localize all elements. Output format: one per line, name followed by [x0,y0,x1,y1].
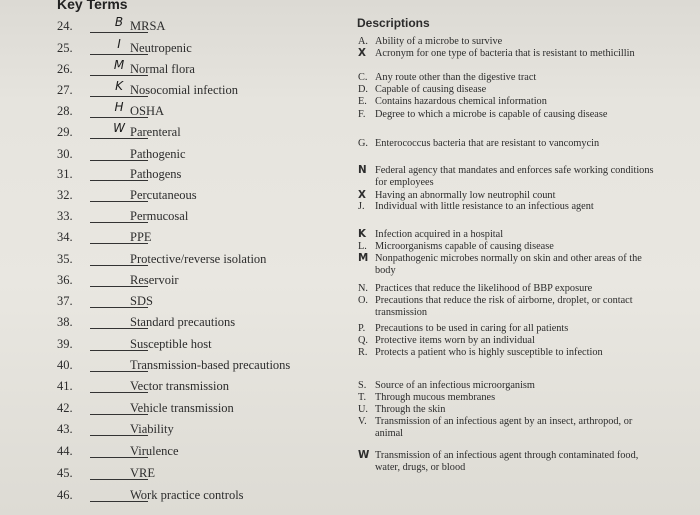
description-letter: J. [358,201,365,212]
term-row [57,337,337,357]
term-number: 25. [57,41,73,55]
description-letter: K [358,228,366,240]
term-label: MRSA [130,19,166,33]
term-row [57,358,337,378]
term-label: Neutropenic [130,41,192,55]
description-text: Individual with little resistance to an infectious agent [375,201,594,212]
description-text: Through mucous membranes [375,392,496,403]
description-letter: F. [358,109,366,120]
term-number: 37. [57,294,73,308]
description-text: Degree to which a microbe is capable of causing disease [375,109,608,120]
description-text: Enterococcus bacteria that are resistant to vancomycin [375,138,600,149]
term-number: 39. [57,337,73,351]
term-number: 44. [57,444,73,458]
term-label: Parenteral [130,125,181,139]
term-number: 26. [57,62,73,76]
descriptions-heading: Descriptions [357,16,430,30]
description-text: Infection acquired in a hospital [375,229,504,240]
term-row [57,230,337,250]
term-number: 27. [57,83,73,97]
term-label: SDS [130,294,153,308]
term-row [57,273,337,293]
description-letter: M [358,252,369,264]
term-label: Normal flora [130,62,195,76]
term-label: Protective/reverse isolation [130,252,267,266]
term-label: OSHA [130,104,165,118]
description-letter: R. [358,347,368,358]
term-number: 35. [57,252,73,266]
description-text: Nonpathogenic microbes normally on skin and other areas of the body [375,253,642,276]
description-text: Source of an infectious microorganism [375,380,535,391]
description-text: Precautions that reduce the risk of airborne, droplet, or contact transmission [375,295,633,318]
answer-letter: B [114,15,124,29]
description-letter: P. [358,323,366,334]
description-letter: X [358,189,366,201]
description-letter: N. [358,283,369,294]
term-label: Permucosal [130,209,189,223]
term-label: Standard precautions [130,315,236,329]
description-letter: D. [358,84,369,95]
term-label: VRE [130,466,155,480]
term-row [57,252,337,272]
answer-letter: K [115,79,123,93]
term-number: 43. [57,422,73,436]
description-text: Practices that reduce the likelihood of BBP exposure [375,283,593,294]
term-label: Pathogens [130,167,182,181]
term-label: Virulence [130,444,179,458]
term-number: 36. [57,273,73,287]
description-text: Acronym for one type of bacteria that is resistant to methicillin [375,48,635,59]
term-number: 38. [57,315,73,329]
term-number: 33. [57,209,73,223]
term-label: Percutaneous [130,188,197,202]
term-row [57,147,337,167]
term-label: Vehicle transmission [130,401,234,415]
description-letter: L. [358,241,367,252]
description-letter: S. [358,380,367,391]
description-text: Having an abnormally low neutrophil count [375,190,556,201]
description-text: Ability of a microbe to survive [375,36,503,47]
term-number: 45. [57,466,73,480]
term-label: Viability [130,422,174,436]
page-title: Key Terms [57,0,128,12]
term-number: 32. [57,188,73,202]
description-text: Transmission of an infectious agent through contaminated food, water, drugs, or blood [375,450,639,473]
term-label: Work practice controls [130,488,244,502]
description-letter: A. [358,36,369,47]
description-text: Contains hazardous chemical information [375,96,547,107]
term-number: 41. [57,379,73,393]
term-row [57,15,337,39]
term-row [57,294,337,314]
term-number: 24. [57,19,73,33]
answer-letter: I [117,37,121,51]
term-row [57,188,337,208]
term-row [57,121,337,145]
description-letter: V. [358,416,367,427]
description-letter: G. [358,138,369,149]
answer-letter: W [113,121,125,135]
answer-letter: H [114,100,124,114]
term-number: 34. [57,230,73,244]
description-letter: X [358,47,366,59]
term-label: PPE [130,230,152,244]
term-number: 46. [57,488,73,502]
description-text: Protects a patient who is highly susceptible to infection [375,347,603,358]
description-letter: C. [358,72,368,83]
term-row [57,209,337,229]
description-letter: T. [358,392,367,403]
description-letter: Q. [358,335,369,346]
description-text: Protective items worn by an individual [375,335,535,346]
term-number: 30. [57,147,73,161]
description-text: Transmission of an infectious agent by an insect, arthropod, or animal [375,416,633,439]
term-label: Pathogenic [130,147,186,161]
description-letter: O. [358,295,369,306]
term-label: Reservoir [130,273,179,287]
term-row [57,466,337,486]
term-label: Transmission-based precautions [130,358,291,372]
term-number: 42. [57,401,73,415]
term-row [57,488,337,508]
description-text: Federal agency that mandates and enforces safe working conditions for employees [375,165,654,188]
term-row [57,422,337,442]
term-number: 28. [57,104,73,118]
term-number: 40. [57,358,73,372]
term-label: Susceptible host [130,337,212,351]
description-text: Precautions to be used in caring for all patients [375,323,569,334]
description-letter: E. [358,96,367,107]
term-number: 29. [57,125,73,139]
term-label: Vector transmission [130,379,229,393]
term-number: 31. [57,167,73,181]
term-row [57,315,337,335]
description-text: Through the skin [375,404,446,415]
term-label: Nosocomial infection [130,83,238,97]
description-text: Capable of causing disease [375,84,487,95]
description-text: Microorganisms capable of causing disease [375,241,554,252]
term-row [57,401,337,421]
term-row [57,379,337,399]
description-letter: U. [358,404,369,415]
description-letter: W [358,449,370,461]
term-row [57,444,337,464]
description-letter: N [358,164,367,176]
answer-letter: M [113,58,125,72]
term-row [57,167,337,187]
description-text: Any route other than the digestive tract [375,72,537,83]
